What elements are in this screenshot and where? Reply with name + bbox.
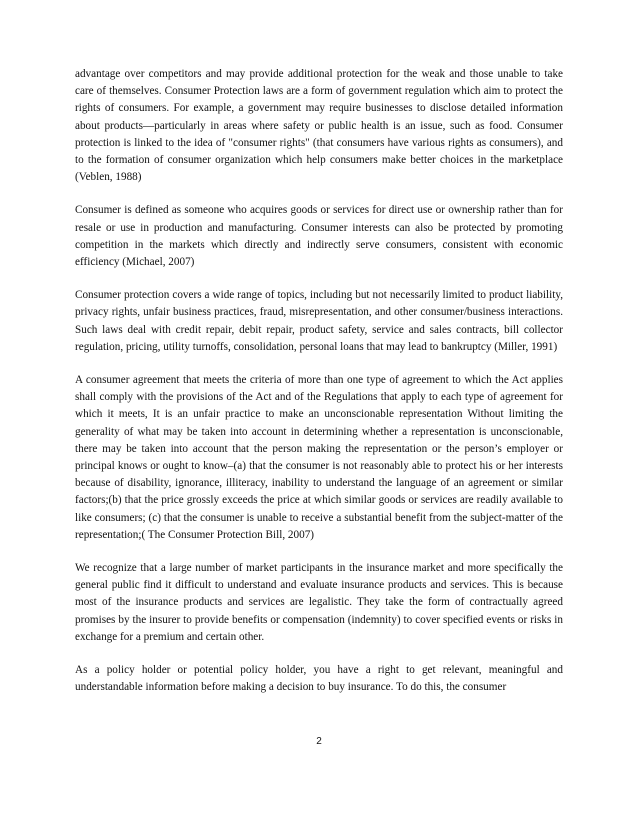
paragraph-consumer-agreement: A consumer agreement that meets the criteria of more than one type of agreement to which the Act applies shall comply with the provisions of the Act and of the Regulations that apply to each type of agreement for which it meets, It is an unfair practice to make an unconscionable representation Without limiting the generality of what may be taken into account in determining whether a representation is unconscionable, there may be taken into account that the person making the representation or the person’s employer or principal knows or ought to know–(a) that the consumer is not reasonably able to protect his or her interests because of disability, ignorance, illiteracy, inability to understand the language of an agreement or similar factors;(b) that the price grossly exceeds the price at which similar goods or services are readily available to like consumers; (c) that the consumer is unable to receive a substantial benefit from the subject-matter of the representation;( The Consumer Protection Bill, 2007)	[75, 374, 563, 541]
paragraph-insurance-market: We recognize that a large number of market participants in the insurance market and more specifically the general public find it difficult to understand and evaluate insurance products and services. This is because most of the insurance products and services are legalistic. They take the form of contractually agreed promises by the insurer to provide benefits or compensation (indemnity) to cover specified events or risks in exchange for a premium and certain other.	[75, 562, 563, 643]
paragraph-policy-holder: As a policy holder or potential policy holder, you have a right to get relevant, meaningful and understandable information before making a decision to buy insurance. To do this, the consumer	[75, 664, 563, 694]
page-number: 2	[316, 736, 322, 747]
body-text	[75, 66, 563, 713]
paragraph-consumer-definition: Consumer is defined as someone who acquires goods or services for direct use or ownership rather than for resale or use in production and manufacturing. Consumer interests can also be protected by promoting competition in the markets which directly and indirectly serve consumers, consistent with economic efficiency (Michael, 2007)	[75, 204, 563, 269]
paragraph-protection-topics: Consumer protection covers a wide range of topics, including but not necessarily limited to product liability, privacy rights, unfair business practices, fraud, misrepresentation, and other consumer/business interactions. Such laws deal with credit repair, debit repair, product safety, service and sales contracts, bill collector regulation, pricing, utility turnoffs, consolidation, personal loans that may lead to bankruptcy (Miller, 1991)	[75, 289, 563, 353]
paragraph-consumer-protection-laws: advantage over competitors and may provide additional protection for the weak and those unable to take care of themselves. Consumer Protection laws are a form of government regulation which aim to protect the rights of consumers. For example, a government may require businesses to disclose detailed information about products—particularly in areas where safety or public health is an issue, such as food. Consumer protection is linked to the idea of "consumer rights" (that consumers have various rights as consumers), and to the formation of consumer organization which help consumers make better choices in the marketplace (Veblen, 1988)	[75, 68, 563, 184]
